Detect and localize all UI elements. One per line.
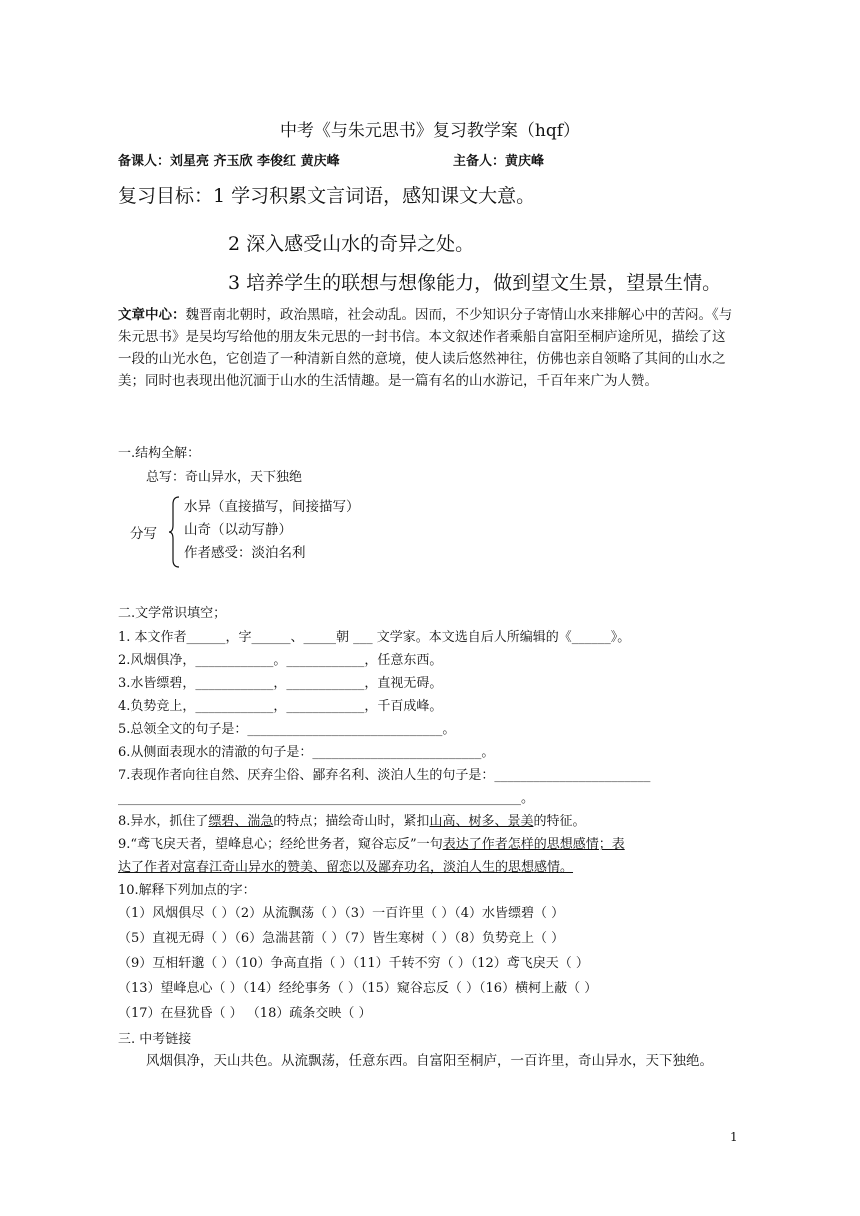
brace-icon bbox=[168, 496, 180, 568]
article-center bbox=[118, 304, 738, 392]
word-row: （5）直视无碍（ ）（6）急湍甚箭（ ）（7）皆生寒树（ ）（8）负势竞上（ ） bbox=[118, 931, 565, 946]
question-9-cont bbox=[118, 856, 573, 875]
q8-text-end: 的特征。 bbox=[533, 814, 586, 829]
question-7-cont: ______________________________________________________________。 bbox=[118, 791, 534, 806]
question-2: 2.风烟俱净，____________。____________，任意东西。 bbox=[118, 653, 443, 668]
q8-answer-1: 缥碧、湍急 bbox=[208, 814, 274, 829]
preparers: 备课人：刘星亮 齐玉欣 李俊红 黄庆峰 bbox=[118, 154, 340, 169]
section3-text: 风烟俱净，天山共色。从流飘荡，任意东西。自富阳至桐庐，一百许里，奇山异水，天下独绝。 bbox=[146, 1053, 713, 1069]
total-writing: 总写：奇山异水，天下独绝 bbox=[146, 470, 303, 485]
word-row: （13）望峰息心（ ）（14）经纶事务（ ）（15）窥谷忘反（ ）（16）横柯上蔽（ ） bbox=[118, 981, 598, 996]
page-title: 中考《与朱元思书》复习教学案（hqf） bbox=[279, 121, 581, 141]
section3-heading: 三. 中考链接 bbox=[118, 1032, 192, 1047]
q9-text: 9.“鸢飞戾天者，望峰息心；经纶世务者，窥谷忘反”一句 bbox=[118, 837, 443, 852]
question-6: 6.从侧面表现水的清澈的句子是：__________________________。 bbox=[118, 745, 495, 760]
section1-heading: 一.结构全解： bbox=[118, 446, 201, 461]
word-row: （17）在昼犹昏（ ） （18）疏条交映（ ） bbox=[118, 1006, 372, 1021]
question-4: 4.负势竞上，____________，____________，千百成峰。 bbox=[118, 699, 443, 714]
structure-item-feeling: 作者感受：淡泊名利 bbox=[184, 545, 306, 561]
question-3: 3.水皆缥碧，____________，____________，直视无碍。 bbox=[118, 676, 443, 691]
question-9 bbox=[118, 833, 625, 852]
word-row: （9）互相轩邈（ ）（10）争高直指（ ）（11）千转不穷（ ）（12）鸢飞戾天（ ） bbox=[118, 956, 589, 971]
q8-answer-2: 山高、树多、景美 bbox=[429, 814, 534, 829]
goal-3: 3 培养学生的联想与想像能力，做到望文生景，望景生情。 bbox=[228, 272, 722, 294]
split-label: 分写 bbox=[130, 526, 157, 542]
section2-heading: 二.文学常识填空； bbox=[118, 606, 227, 621]
center-text: 魏晋南北朝时，政治黑暗，社会动乱。因而，不少知识分子寄情山水来排解心中的苦闷。《与朱元思书》是吴均写给他的朋友朱元思的一封书信。本文叙述作者乘船自富阳至桐庐途所见，描绘了这一段的山光水色，它创造了一种清新自然的意境，使人读后悠然神往，仿佛也亲自领略了其间的山水之美；同时也表现出他沉湎于山水的生活情趣。是一篇有名的山水游记，千百年来广为人赞。 bbox=[118, 307, 733, 389]
page-number: 1 bbox=[730, 1130, 738, 1144]
center-label: 文章中心： bbox=[118, 307, 186, 323]
structure-item-mountain: 山奇（以动写静） bbox=[184, 522, 292, 538]
goal-1: 复习目标：1 学习积累文言词语，感知课文大意。 bbox=[118, 185, 536, 207]
question-1: 1. 本文作者______，字______、_____朝 ___ 文学家。本文选自后人所编辑的《______》。 bbox=[118, 630, 631, 645]
question-5: 5.总领全文的句子是：______________________________。 bbox=[118, 722, 456, 737]
q9-answer-2: 达了作者对富春江奇山异水的赞美、留恋以及鄙弃功名，淡泊人生的思想感情。 bbox=[118, 860, 574, 875]
q8-text-mid: 的特点；描绘奇山时，紧扣 bbox=[273, 814, 430, 829]
question-10: 10.解释下列加点的字： bbox=[118, 883, 256, 898]
structure-item-water: 水异（直接描写，间接描写） bbox=[184, 499, 360, 515]
word-row: （1）风烟俱尽（ ）（2）从流飘荡（ ）（3）一百许里（ ）（4）水皆缥碧（ ） bbox=[118, 906, 565, 921]
question-7: 7.表现作者向往自然、厌弃尘俗、鄙弃名利、淡泊人生的句子是：________________________ bbox=[118, 768, 651, 783]
q8-text: 8.异水，抓住了 bbox=[118, 814, 209, 829]
main-preparer: 主备人：黄庆峰 bbox=[453, 154, 545, 169]
q9-answer-1: 表达了作者怎样的思想感情；表 bbox=[442, 837, 625, 852]
goal-2: 2 深入感受山水的奇异之处。 bbox=[228, 233, 475, 255]
preparers-line bbox=[118, 150, 545, 169]
question-8 bbox=[118, 810, 585, 829]
